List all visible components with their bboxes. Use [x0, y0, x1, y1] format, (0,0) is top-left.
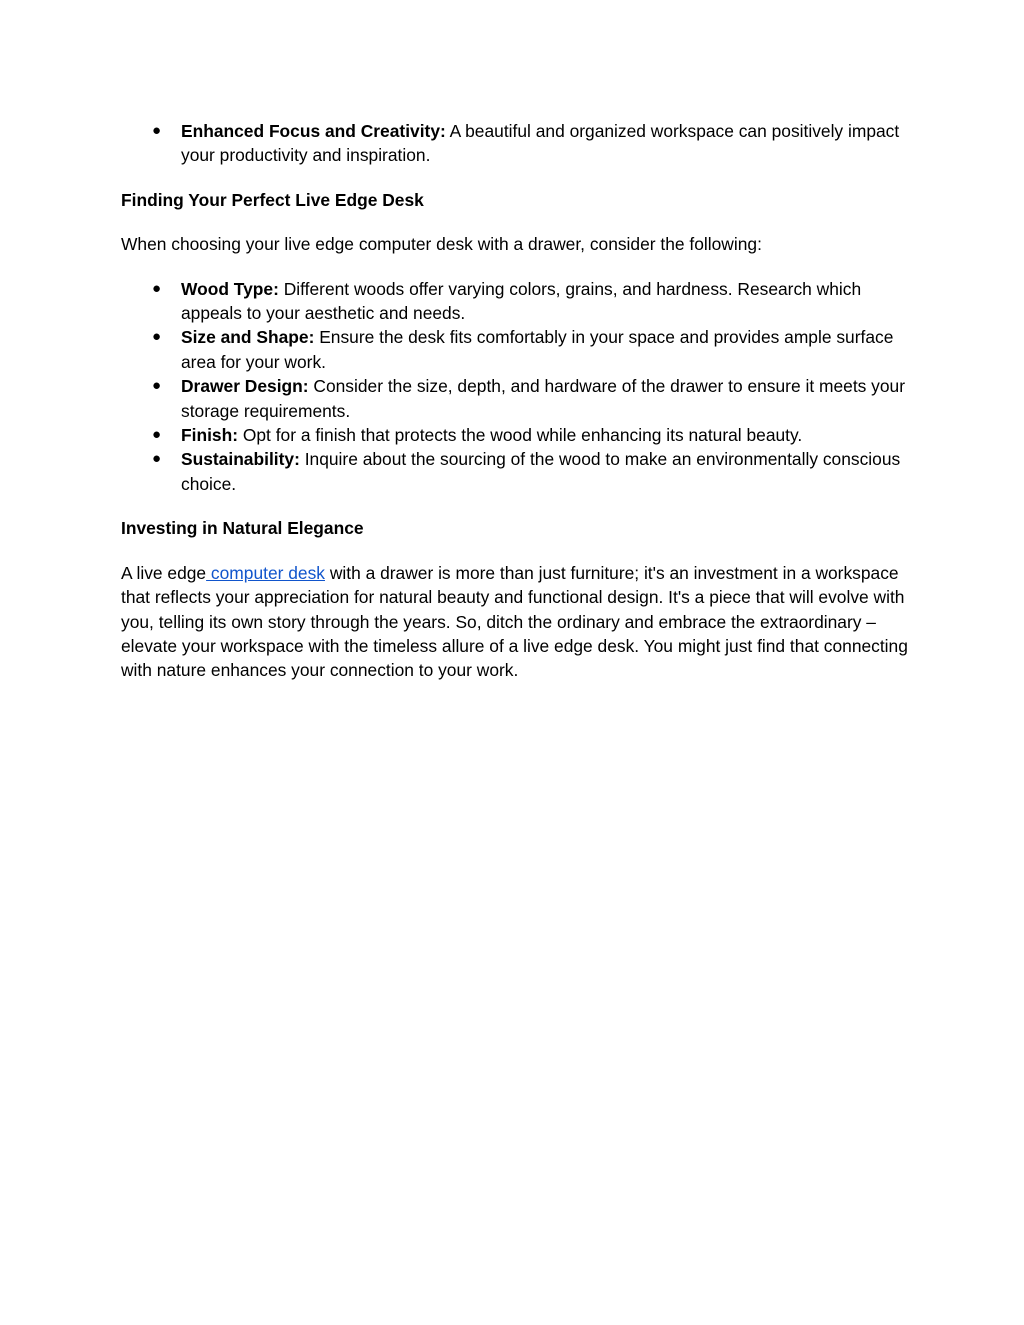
list-item-term: Enhanced Focus and Creativity:: [181, 121, 446, 141]
document-body: [121, 119, 911, 683]
list-item: [121, 325, 911, 374]
top-bullet-list: [121, 119, 911, 168]
list-item: [121, 374, 911, 423]
bullet-icon: ●: [152, 122, 162, 139]
list-item-term: Sustainability:: [181, 449, 300, 470]
closing-paragraph: [121, 561, 911, 683]
list-item-term: Drawer Design:: [181, 376, 309, 397]
list-item-term: Finish:: [181, 425, 238, 446]
closing-paragraph-start: A live edge: [121, 562, 207, 583]
list-item-text: Consider the size, depth, and hardware of the drawer to ensure it meets your storage requirements.: [181, 376, 906, 421]
considerations-bullet-list: [121, 277, 911, 497]
list-item-term: Size and Shape:: [181, 327, 315, 348]
list-item-text: A beautiful and organized workspace can positively impact your productivity and inspiration.: [181, 121, 900, 166]
section-intro-paragraph: When choosing your live edge computer desk with a drawer, consider the following:: [121, 234, 762, 255]
list-item: [121, 119, 911, 168]
list-item-text: Different woods offer varying colors, grains, and hardness. Research which appeals to your aesthetic and needs.: [181, 278, 862, 324]
bullet-icon: ●: [152, 450, 162, 468]
computer-desk-link[interactable]: computer desk: [206, 562, 325, 583]
list-item: [121, 423, 911, 447]
list-item: [121, 447, 911, 496]
bullet-icon: ●: [152, 426, 162, 444]
closing-paragraph-rest: with a drawer is more than just furniture; it's an investment in a workspace that reflects your appreciation for natural beauty and functional design. It's a piece that will evolve with you, telling its own story through the years. So, ditch the ordinary and embrace the extraordinary – elevate your workspace with the timeless allure of a live edge desk. You might just find that connecting with nature enhances your connection to your work.: [121, 562, 908, 681]
section-heading-finding-desk: Finding Your Perfect Live Edge Desk: [121, 189, 424, 210]
list-item-text: Ensure the desk fits comfortably in your space and provides ample surface area for your work.: [181, 327, 894, 372]
bullet-icon: ●: [152, 377, 162, 395]
bullet-icon: ●: [152, 328, 162, 346]
list-item-text: Inquire about the sourcing of the wood to make an environmentally conscious choice.: [181, 449, 901, 494]
bullet-icon: ●: [152, 279, 162, 297]
list-item-term: Wood Type:: [181, 278, 279, 299]
list-item: [121, 277, 911, 326]
section-heading-investing: Investing in Natural Elegance: [121, 518, 364, 539]
list-item-text: Opt for a finish that protects the wood while enhancing its natural beauty.: [238, 425, 803, 446]
